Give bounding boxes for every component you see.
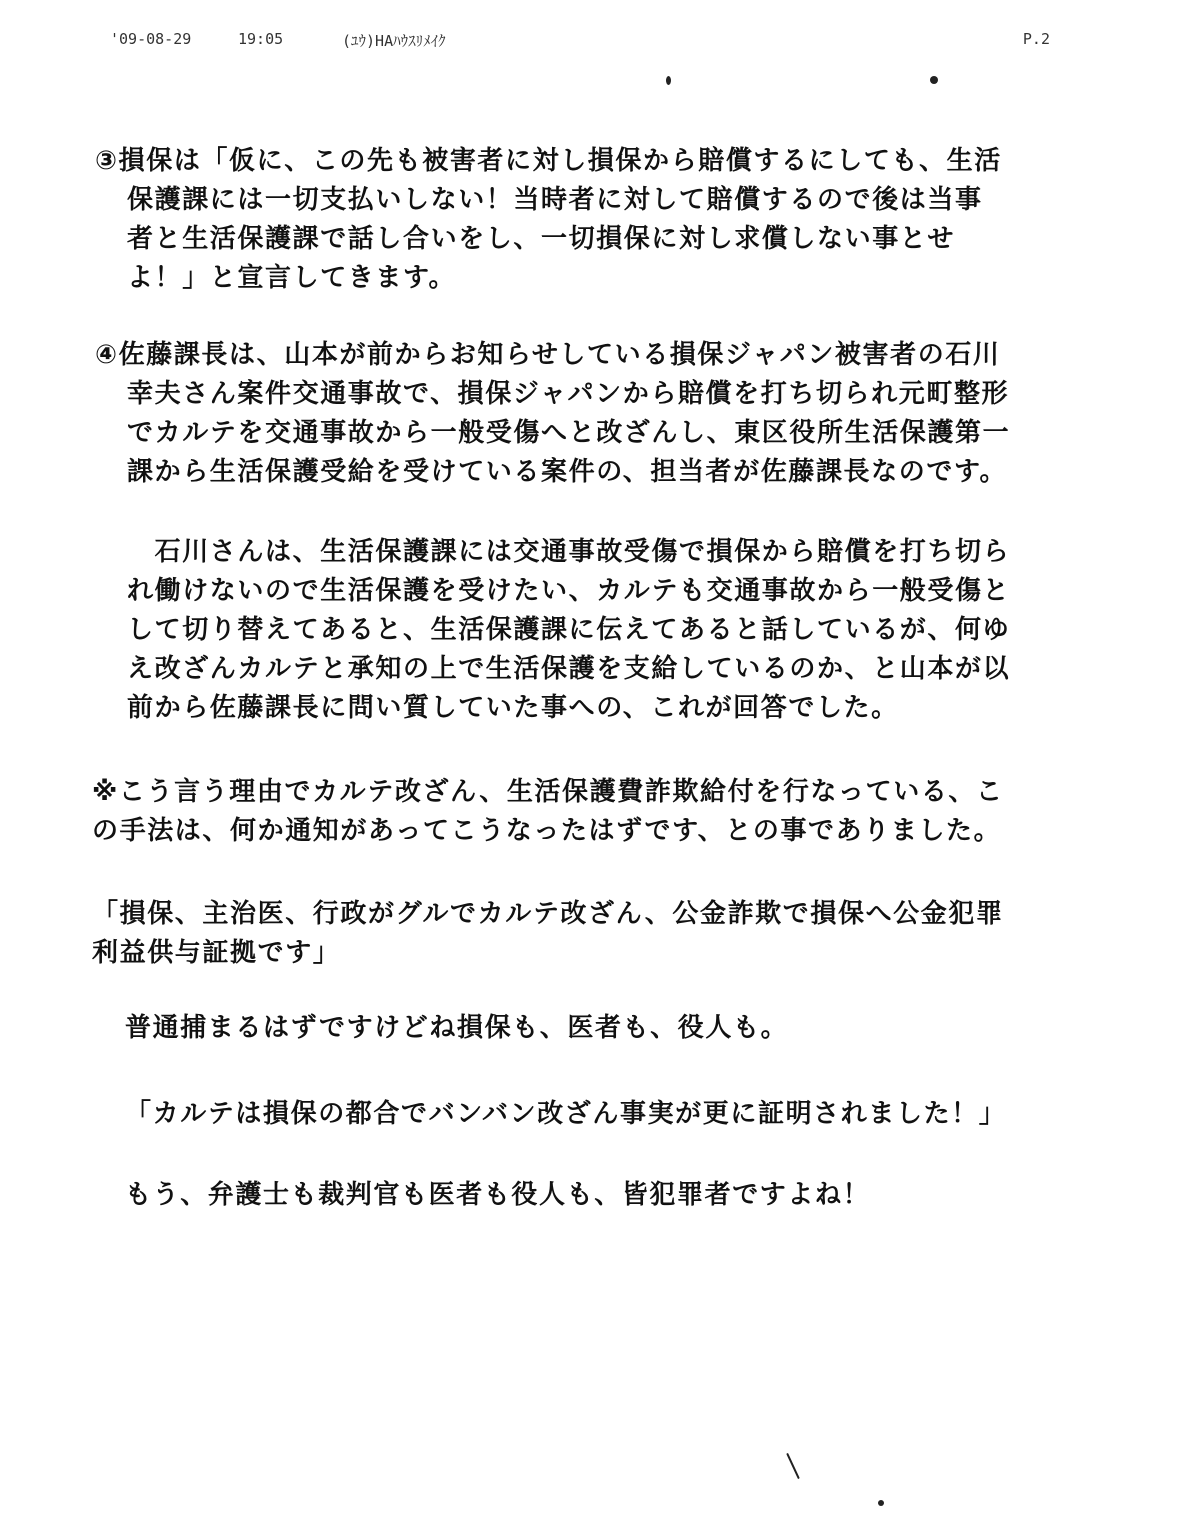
scan-speck	[930, 76, 938, 84]
fax-page-number: P.2	[1022, 30, 1050, 48]
text-line: もう、弁護士も裁判官も医者も役人も、皆犯罪者ですよね！	[125, 1180, 871, 1210]
scan-speck	[878, 1500, 884, 1506]
text-line: 者と生活保護課で話し合いをし、一切損保に対し求償しない事とせ	[127, 224, 956, 254]
text-line: 前から佐藤課長に問い質していた事への、これが回答でした。	[127, 693, 899, 723]
text-line: 利益供与証拠です」	[92, 938, 341, 968]
text-line: ③損保は「仮に、この先も被害者に対し損保から賠償するにしても、生活	[95, 146, 1002, 176]
paragraph-note	[92, 773, 1004, 851]
text-line: して切り替えてあると、生活保護課に伝えてあると話しているが、何ゆ	[127, 615, 1011, 645]
text-line: 幸夫さん案件交通事故で、損保ジャパンから賠償を打ち切られ元町整形	[127, 379, 1010, 409]
text-line: ※こう言う理由でカルテ改ざん、生活保護費詐欺給付を行なっている、こ	[92, 777, 1004, 807]
paragraph-final	[125, 1176, 870, 1215]
text-line: 「損保、主治医、行政がグルでカルテ改ざん、公金詐欺で損保へ公金犯罪	[92, 899, 1004, 929]
paragraph-normal	[125, 1009, 788, 1048]
text-line: でカルテを交通事故から一般受傷へと改ざんし、東区役所生活保護第一	[127, 418, 1011, 448]
text-line: 課から生活保護受給を受けている案件の、担当者が佐藤課長なのです。	[127, 457, 1008, 487]
fax-time: 19:05	[238, 30, 284, 48]
text-line: よ！」と宣言してきます。	[127, 263, 457, 293]
text-line: 石川さんは、生活保護課には交通事故受傷で損保から賠償を打ち切ら	[127, 537, 1011, 567]
text-line: の手法は、何か通知があってこうなったはずです、との事でありました。	[92, 816, 1002, 846]
paragraph-quote-karte	[125, 1095, 1006, 1134]
text-line: 普通捕まるはずですけどね損保も、医者も、役人も。	[125, 1013, 789, 1043]
paragraph-item-3	[95, 142, 1002, 298]
scan-speck	[786, 1453, 800, 1479]
fax-header	[110, 30, 1050, 54]
text-line: れ働けないので生活保護を受けたい、カルテも交通事故から一般受傷と	[127, 576, 1011, 606]
paragraph-quote-evidence	[92, 895, 1004, 973]
paragraph-ishikawa	[127, 533, 1010, 728]
paragraph-item-4	[95, 336, 1010, 492]
fax-date: '09-08-29	[110, 30, 192, 48]
text-line: ④佐藤課長は、山本が前からお知らせしている損保ジャパン被害者の石川	[95, 340, 1001, 370]
fax-sender: (ﾕｳ)HAﾊｳｽﾘﾒｲｸ	[342, 32, 446, 50]
scan-speck	[666, 76, 671, 85]
text-line: え改ざんカルテと承知の上で生活保護を支給しているのか、と山本が以	[127, 654, 1011, 684]
text-line: 保護課には一切支払いしない！当時者に対して賠償するので後は当事	[127, 185, 983, 215]
text-line: 「カルテは損保の都合でバンバン改ざん事実が更に証明されました！」	[125, 1099, 1007, 1129]
